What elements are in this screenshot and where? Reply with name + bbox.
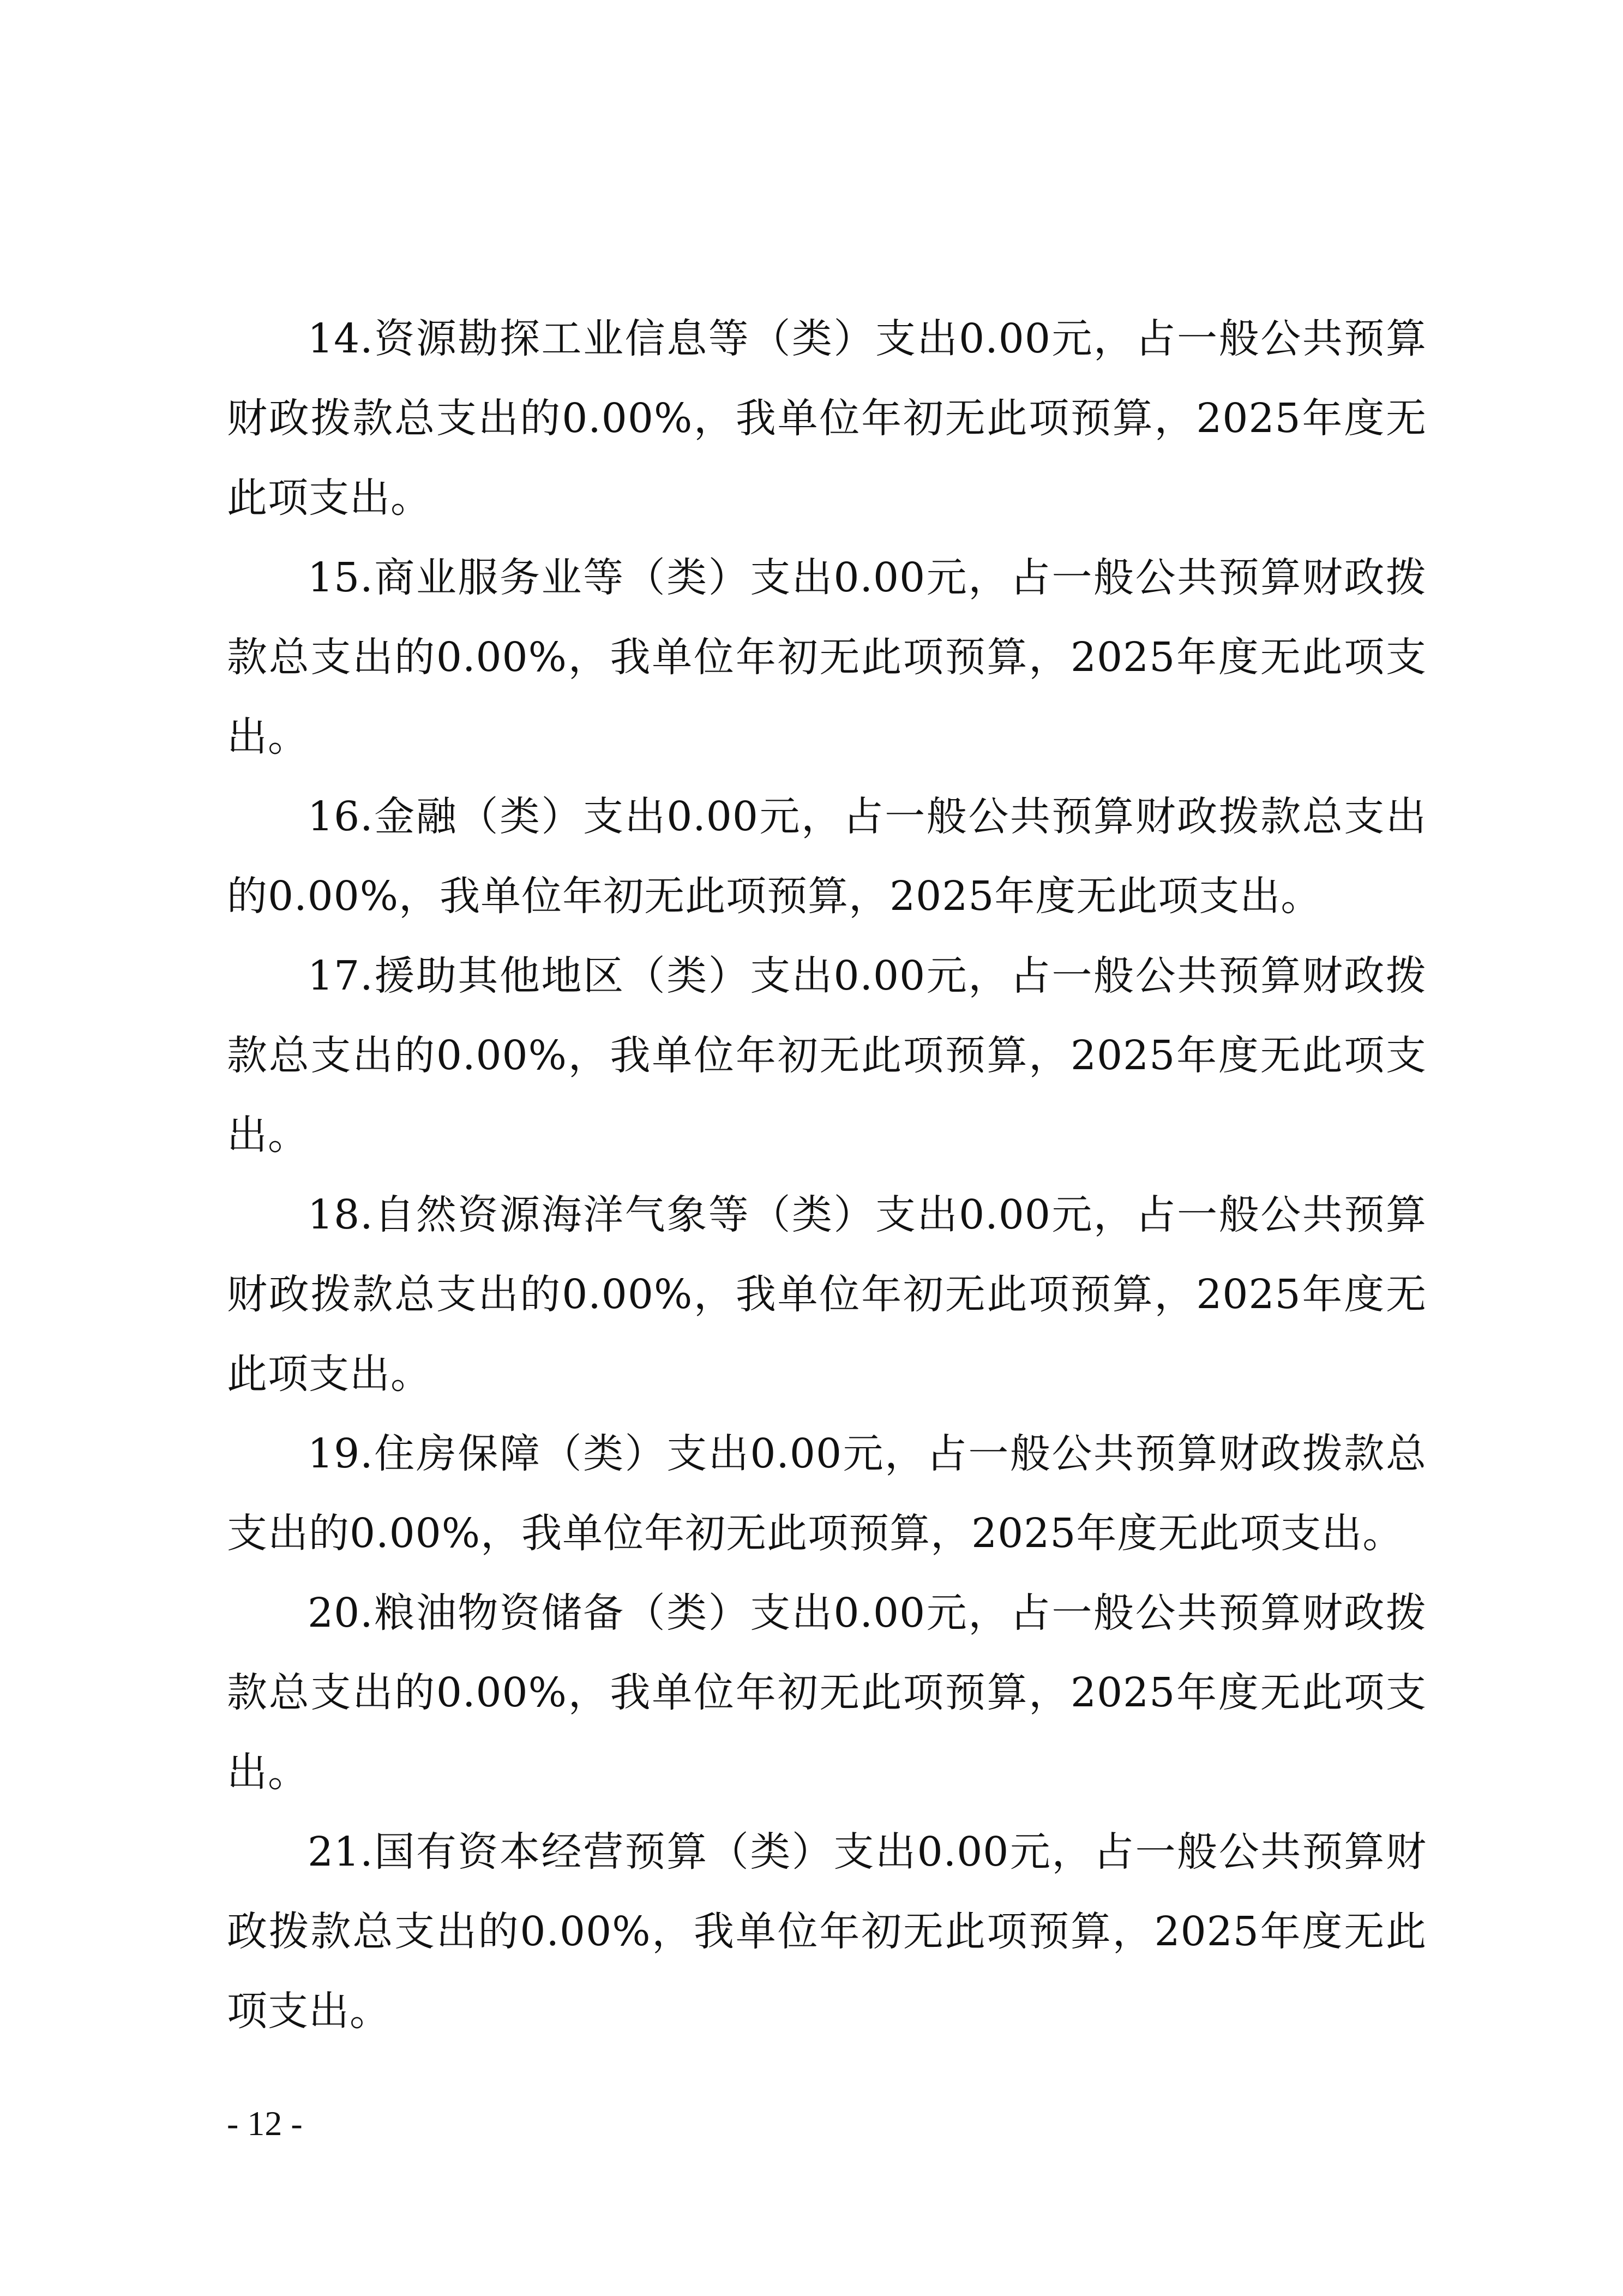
paragraph-15: 15.商业服务业等（类）支出0.00元，占一般公共预算财政拨款总支出的0.00%，我单位年初无此项预算，2025年度无此项支出。 [227,554,1427,760]
paragraph-18: 18.自然资源海洋气象等（类）支出0.00元，占一般公共预算财政拨款总支出的0.00%，我单位年初无此项预算，2025年度无此项支出。 [227,1191,1427,1398]
paragraph-21: 21.国有资本经营预算（类）支出0.00元，占一般公共预算财政拨款总支出的0.00%，我单位年初无此项预算，2025年度无此项支出。 [227,1829,1427,2035]
paragraph-17: 17.援助其他地区（类）支出0.00元，占一般公共预算财政拨款总支出的0.00%，我单位年初无此项预算，2025年度无此项支出。 [227,952,1427,1159]
paragraph-20: 20.粮油物资储备（类）支出0.00元，占一般公共预算财政拨款总支出的0.00%，我单位年初无此项预算，2025年度无此项支出。 [227,1590,1427,1796]
document-body [227,299,1427,2051]
paragraph-19: 19.住房保障（类）支出0.00元，占一般公共预算财政拨款总支出的0.00%，我单位年初无此项预算，2025年度无此项支出。 [227,1430,1427,1557]
paragraph-16: 16.金融（类）支出0.00元，占一般公共预算财政拨款总支出的0.00%，我单位年初无此项预算，2025年度无此项支出。 [227,793,1427,920]
paragraph-14: 14.资源勘探工业信息等（类）支出0.00元，占一般公共预算财政拨款总支出的0.00%，我单位年初无此项预算，2025年度无此项支出。 [227,315,1427,521]
page-number: - 12 - [227,2104,303,2143]
